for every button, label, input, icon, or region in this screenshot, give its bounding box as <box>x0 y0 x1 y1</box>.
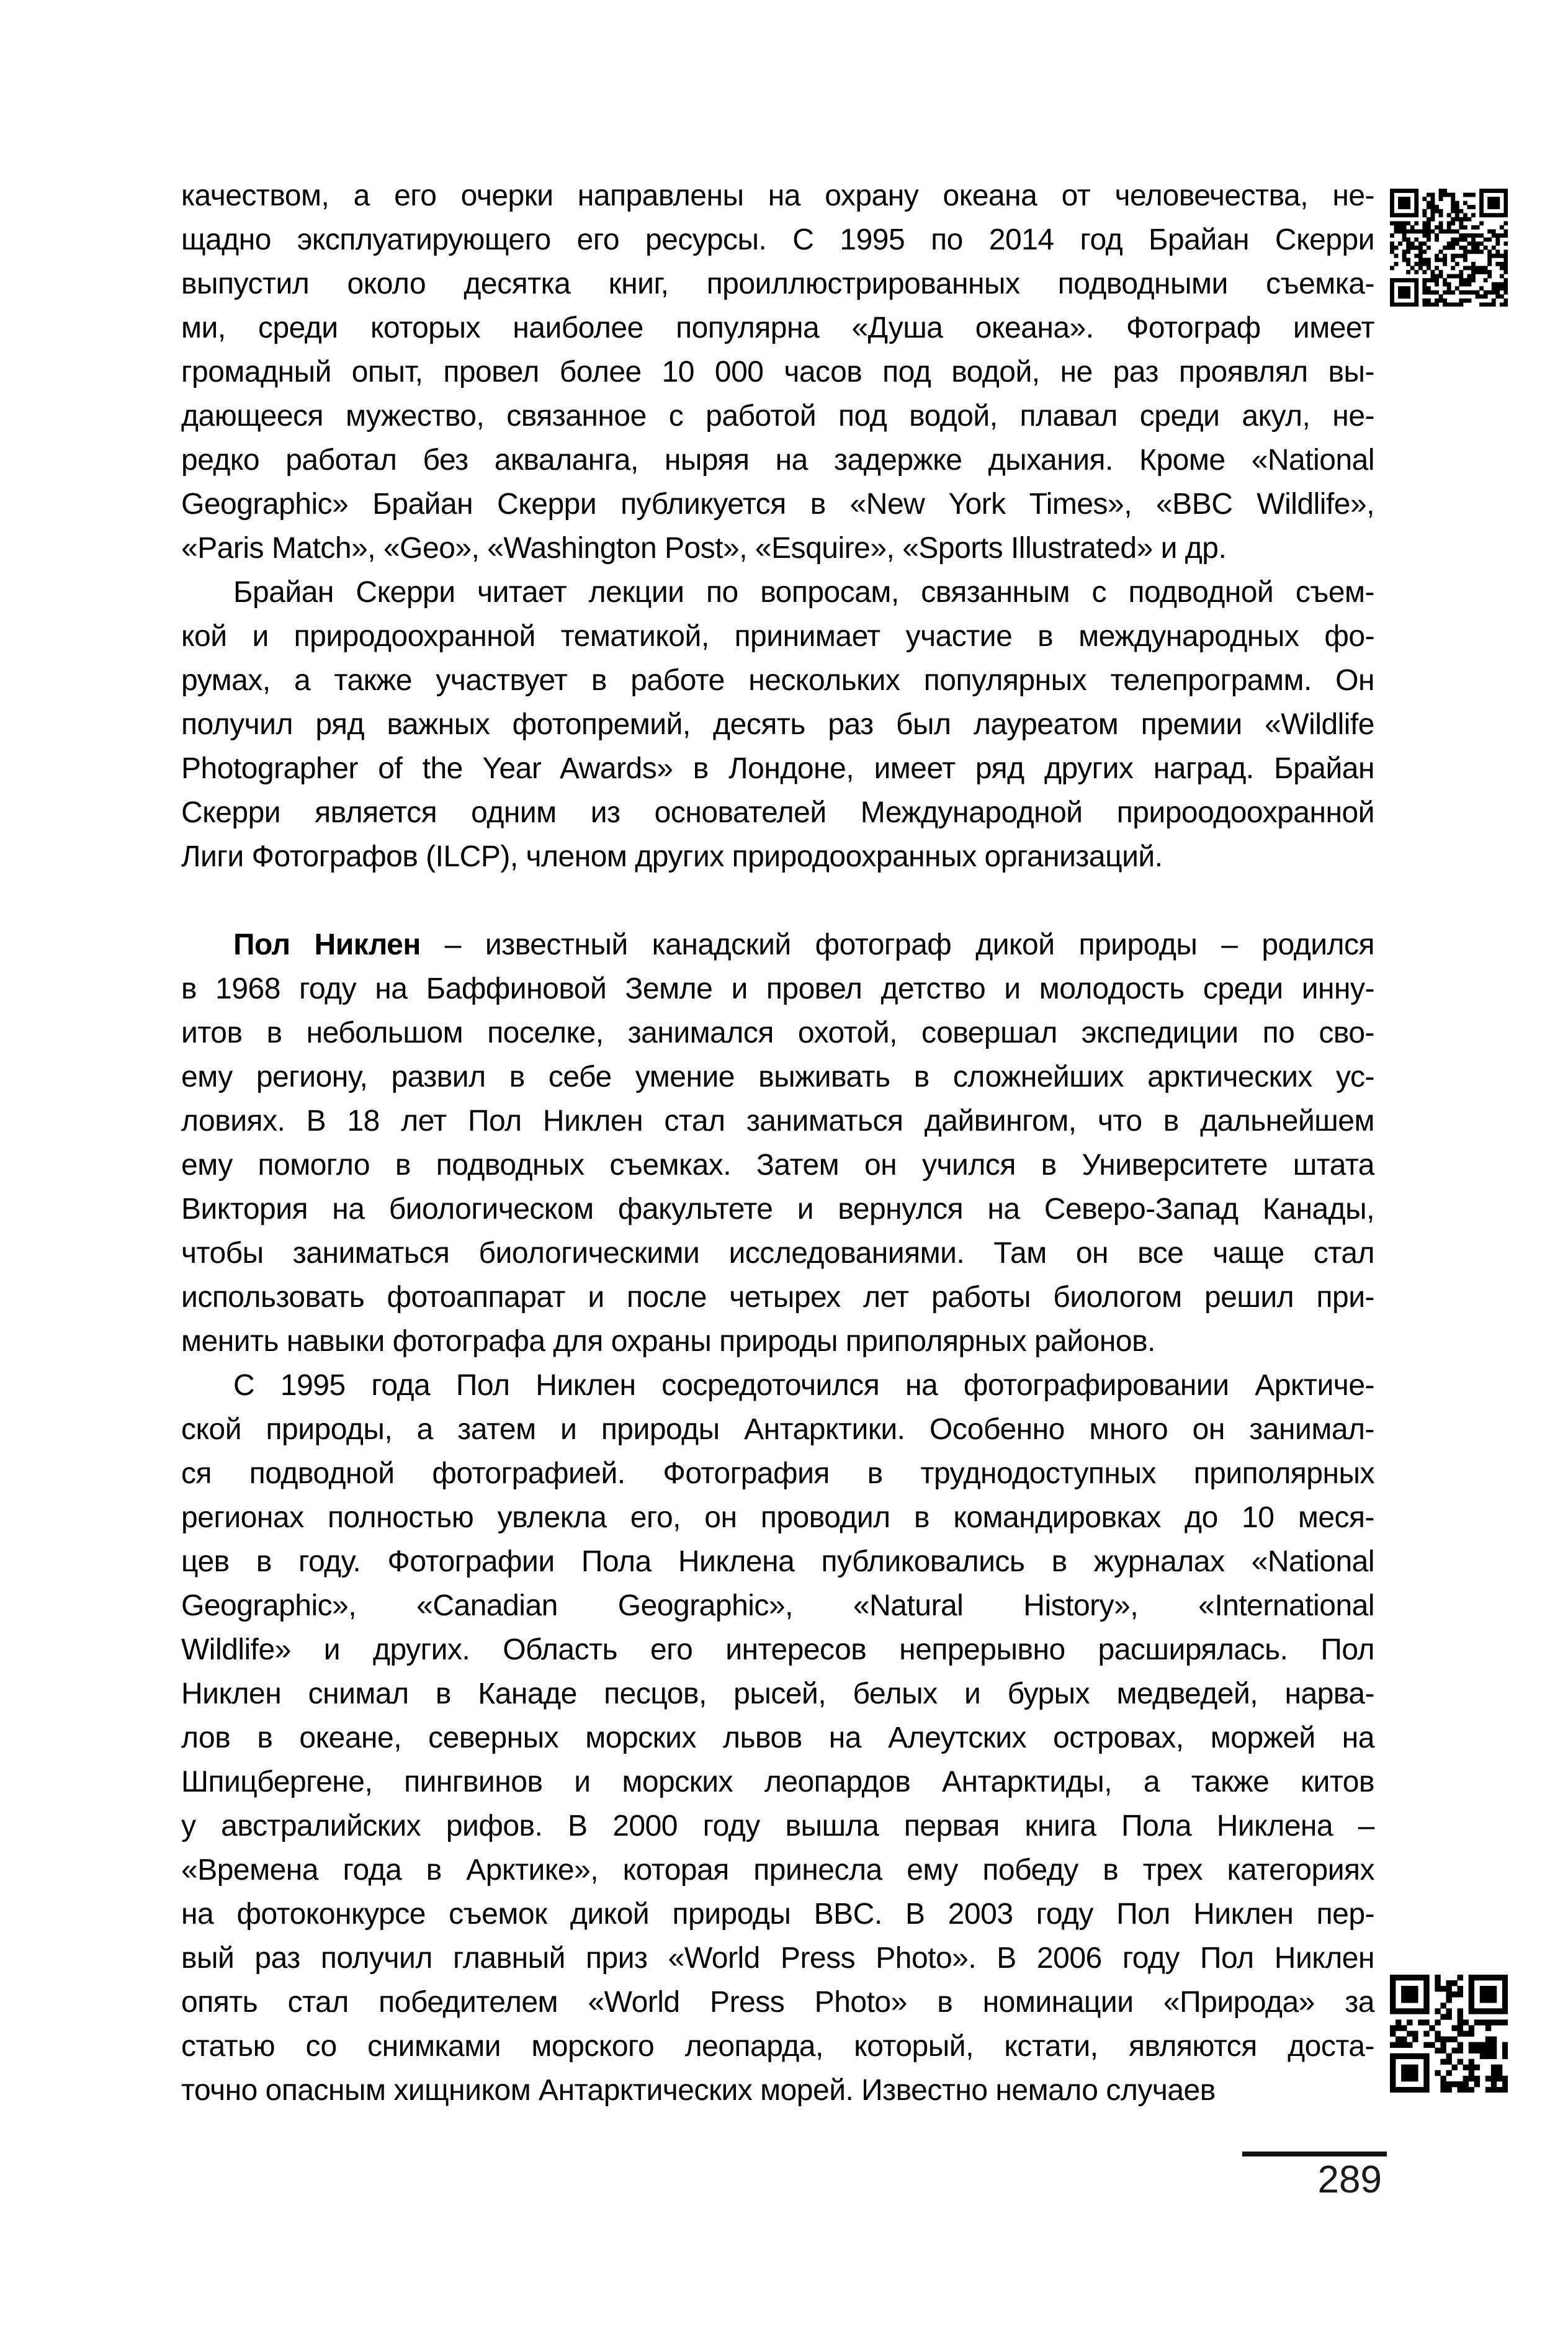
qr-code-icon <box>1390 189 1508 307</box>
text-line <box>181 923 1374 967</box>
text-line: у австралийских рифов. В 2000 году вышла первая книга Пола Никлена – <box>181 1810 1374 1842</box>
text-line: дающееся мужество, связанное с работой под водой, плавал среди акул, не- <box>181 400 1374 433</box>
text-line: громадный опыт, провел более 10 000 часов под водой, не раз проявлял вы- <box>181 356 1374 388</box>
text-line: Скерри является одним из основателей Международной прироодоохранной <box>181 796 1374 829</box>
person-name: Пол Никлен <box>233 928 421 961</box>
qr-code-icon <box>1390 1975 1508 2093</box>
text-line: менить навыки фотографа для охраны природы приполярных районов. <box>181 1325 1155 1358</box>
text-line: чтобы заниматься биологическими исследованиями. Там он все чаще стал <box>181 1237 1374 1270</box>
text-line: вый раз получил главный приз «World Press Photo». В 2006 году Пол Никлен <box>181 1942 1374 1975</box>
text-line: опять стал победителем «World Press Photo» в номинации «Природа» за <box>181 1986 1374 2019</box>
text-line: редко работал без акваланга, ныряя на задержке дыхания. Кроме «National <box>181 444 1374 477</box>
text-line: ему помогло в подводных съемках. Затем он учился в Университете штата <box>181 1149 1374 1182</box>
text-line: качеством, а его очерки направлены на охрану океана от человечества, не- <box>181 179 1374 212</box>
text-line: статью со снимками морского леопарда, который, кстати, являются доста- <box>181 2030 1374 2063</box>
paragraph <box>181 570 1374 879</box>
text-line: ловиях. В 18 лет Пол Никлен стал заниматься дайвингом, что в дальнейшем <box>181 1105 1374 1138</box>
text-line: Geographic», «Canadian Geographic», «Natural History», «International <box>181 1589 1374 1622</box>
footer-rule <box>1242 2152 1387 2156</box>
page-text <box>181 174 1374 2112</box>
text-span: – известный канадский фотограф дикой природы – родился <box>444 928 1375 961</box>
text-line: Виктория на биологическом факультете и вернулся на Северо-Запад Канады, <box>181 1193 1374 1226</box>
text-line: Шпицбергене, пингвинов и морских леопардов Антарктиды, а также китов <box>181 1766 1374 1798</box>
text-line: «Времена года в Арктике», которая принесла ему победу в трех категориях <box>181 1854 1374 1887</box>
text-line: ми, среди которых наиболее популярна «Душа океана». Фотограф имеет <box>181 312 1374 344</box>
text-line: Брайан Скерри читает лекции по вопросам, связанным с подводной съем- <box>233 576 1374 609</box>
text-line: ему региону, развил в себе умение выживать в сложнейших арктических ус- <box>181 1061 1374 1093</box>
text-line: выпустил около десятка книг, проиллюстрированных подводными съемка- <box>181 267 1374 300</box>
text-line: Лиги Фотографов (ILCP), членом других природоохранных организаций. <box>181 840 1163 873</box>
text-line: Wildlife» и других. Область его интересов непрерывно расширялась. Пол <box>181 1633 1374 1666</box>
text-line: лов в океане, северных морских львов на Алеутских островах, моржей на <box>181 1721 1374 1754</box>
text-line: щадно эксплуатирующего его ресурсы. С 1995 по 2014 год Брайан Скерри <box>181 223 1374 256</box>
text-line: цев в году. Фотографии Пола Никлена публиковались в журналах «National <box>181 1545 1374 1578</box>
paragraph <box>181 923 1374 1363</box>
text-line: ся подводной фотографией. Фотография в труднодоступных приполярных <box>181 1457 1374 1490</box>
text-line: точно опасным хищником Антарктических морей. Известно немало случаев <box>181 2074 1216 2107</box>
text-line: Photographer of the Year Awards» в Лондоне, имеет ряд других наград. Брайан <box>181 752 1374 785</box>
text-line: румах, а также участвует в работе нескольких популярных телепрограмм. Он <box>181 664 1374 697</box>
page-number: 289 <box>1317 2158 1382 2201</box>
text-line: регионах полностью увлекла его, он проводил в командировках до 10 меся- <box>181 1501 1374 1534</box>
text-line: использовать фотоаппарат и после четырех лет работы биологом решил при- <box>181 1281 1374 1314</box>
text-line: получил ряд важных фотопремий, десять раз был лауреатом премии «Wildlife <box>181 708 1374 741</box>
text-line: С 1995 года Пол Никлен сосредоточился на фотографировании Арктиче- <box>233 1369 1374 1402</box>
text-line: итов в небольшом поселке, занимался охотой, совершал экспедиции по сво- <box>181 1016 1374 1049</box>
text-line: «Paris Match», «Geo», «Washington Post», «Esquire», «Sports Illustrated» и др. <box>181 532 1227 565</box>
text-line: в 1968 году на Баффиновой Земле и провел детство и молодость среди инну- <box>181 972 1374 1005</box>
paragraph <box>181 1363 1374 2112</box>
text-line: ской природы, а затем и природы Антарктики. Особенно много он занимал- <box>181 1413 1374 1446</box>
text-line: Никлен снимал в Канаде песцов, рысей, белых и бурых медведей, нарва- <box>181 1677 1374 1710</box>
text-line: на фотоконкурсе съемок дикой природы BBC. В 2003 году Пол Никлен пер- <box>181 1898 1374 1931</box>
paragraph-continuation <box>181 967 1374 1363</box>
paragraph <box>181 174 1374 570</box>
text-line: Geographic» Брайан Скерри публикуется в «New York Times», «BBC Wildlife», <box>181 488 1374 521</box>
text-line: кой и природоохранной тематикой, принимает участие в международных фо- <box>181 620 1374 653</box>
